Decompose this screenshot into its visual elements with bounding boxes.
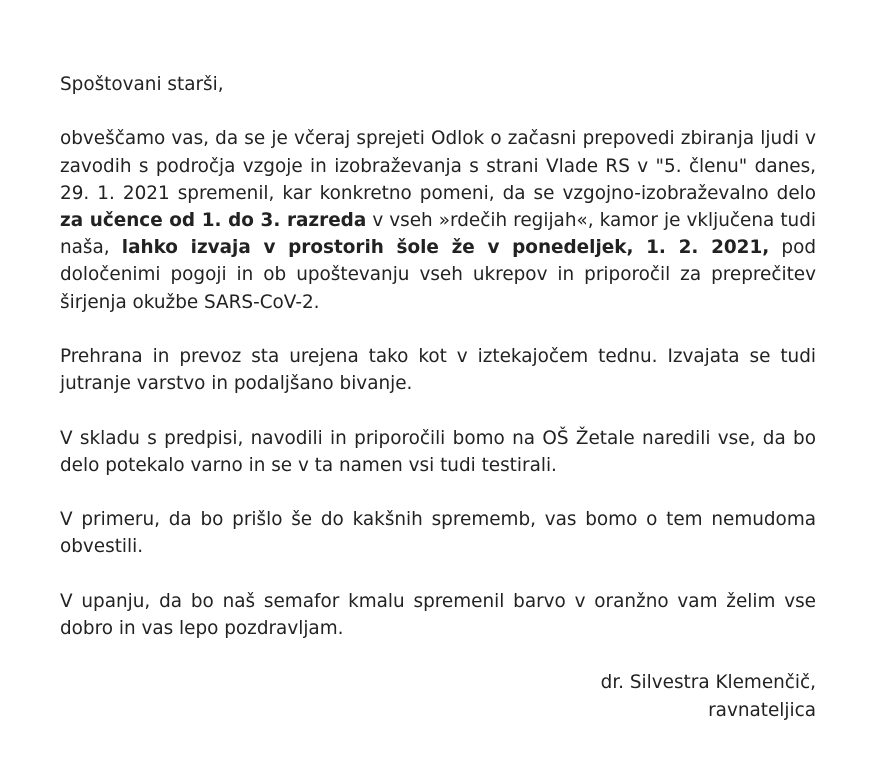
announcement-bold-date: lahko izvaja v prostorih šole že v ponedeljek, 1. 2. 2021, [121,237,770,259]
signature-title: ravnateljica [708,699,816,721]
announcement-text-a: obveščamo vas, da se je včeraj sprejeti Odlok o začasni prepovedi zbiranja ljudi v zavodih s področja vzgoje in izobraževanja s strani Vlade RS v "5. členu" danes, 29. 1. 2021 spremenil, kar konkretno pomeni, da se vzgojno-izobraževalno delo [60,128,816,204]
paragraph-safety: V skladu s predpisi, navodili in priporočili bomo na OŠ Žetale naredili vse, da bo delo potekalo varno in se v ta namen vsi tudi testirali. [60,427,816,476]
signature-name: dr. Silvestra Klemenčič, [600,672,816,694]
letter-greeting: Spoštovani starši, [60,74,224,95]
signature-block [60,669,816,723]
letter-body [60,71,816,724]
paragraph-announcement [60,125,816,315]
paragraph-meals-transport: Prehrana in prevoz sta urejena tako kot v iztekajočem tednu. Izvajata se tudi jutranje varstvo in podaljšano bivanje. [60,346,816,395]
announcement-bold-grades: za učence od 1. do 3. razreda [60,210,367,231]
paragraph-closing: V upanju, da bo naš semafor kmalu spremenil barvo v oranžno vam želim vse dobro in vas lepo pozdravljam. [60,590,816,639]
announcement-text-c: pod določenimi pogoji in ob upoštevanju vseh ukrepov in priporočil za preprečitev širjenja okužbe SARS-CoV-2. [60,237,817,313]
announcement-text-b: v vseh »rdečih regijah«, kamor je vključena tudi naša, [60,210,816,259]
paragraph-changes: V primeru, da bo prišlo še do kakšnih sprememb, vas bomo o tem nemudoma obvestili. [60,509,816,558]
